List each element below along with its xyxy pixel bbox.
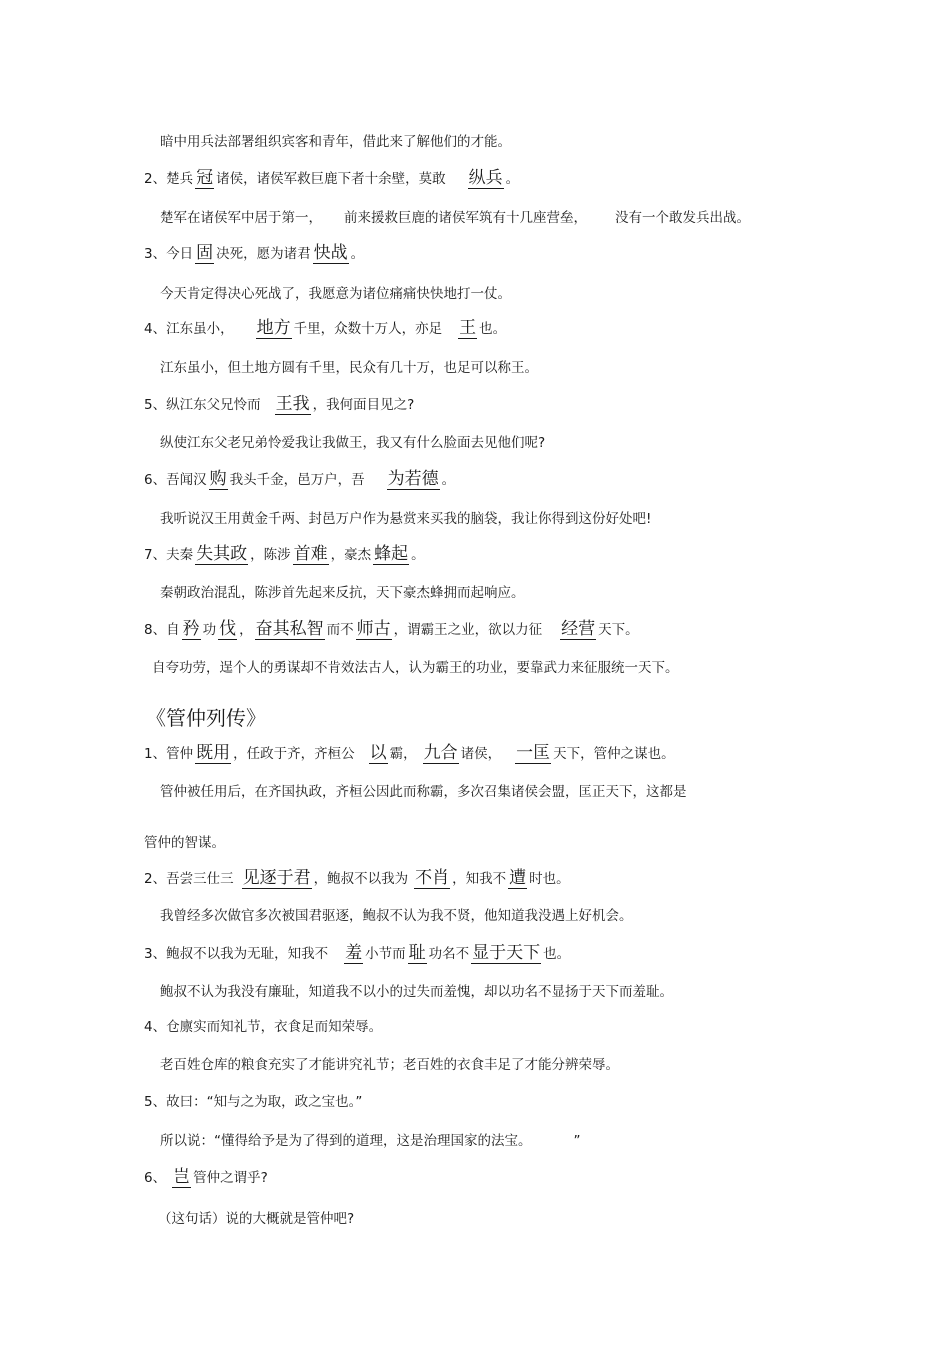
text-segment: 老百姓仓库的粮食充实了才能讲究礼节；老百姓的衣食丰足了才能分辨荣辱。 bbox=[160, 1057, 619, 1073]
text-segment: 3、鲍叔不以我为无耻，知我不 bbox=[144, 946, 329, 962]
text-line bbox=[160, 782, 687, 802]
underlined-term: 不肖 bbox=[415, 868, 450, 888]
text-segment: ，鲍叔不以我为 bbox=[313, 871, 409, 887]
underlined-term: 冠 bbox=[196, 168, 214, 188]
underlined-term: 矜 bbox=[182, 619, 200, 639]
text-segment: 我头千金，邑万户，吾 bbox=[229, 472, 365, 488]
text-segment: 也。 bbox=[543, 946, 571, 962]
text-segment: 没有一个敢发兵出战。 bbox=[615, 210, 750, 226]
text-segment: 4、江东虽小， bbox=[144, 321, 234, 337]
underlined-term: 购 bbox=[209, 469, 227, 489]
text-segment: ，任政于齐，齐桓公 bbox=[233, 746, 355, 762]
text-segment: 2、楚兵 bbox=[144, 171, 194, 187]
text-line bbox=[144, 469, 455, 490]
text-segment: 。 bbox=[505, 171, 520, 187]
text-segment: 8、自 bbox=[144, 622, 180, 638]
underlined-term: 九合 bbox=[423, 743, 458, 763]
underlined-term: 见逐于君 bbox=[242, 868, 311, 888]
text-segment: 6、 bbox=[144, 1170, 167, 1186]
underlined-term: 岂 bbox=[173, 1167, 191, 1187]
text-line bbox=[144, 1092, 362, 1112]
text-segment: 鲍叔不认为我没有廉耻，知道我不以小的过失而羞愧，却以功名不显扬于天下而羞耻。 bbox=[160, 984, 673, 1000]
text-segment: 决死，愿为诸君 bbox=[216, 246, 311, 262]
text-line bbox=[144, 619, 639, 640]
underlined-term: 为若德 bbox=[387, 469, 439, 489]
text-segment: 我曾经多次做官多次被国君驱逐，鲍叔不认为我不贤，他知道我没遇上好机会。 bbox=[160, 908, 633, 924]
underlined-term: 以 bbox=[369, 743, 387, 763]
text-segment: 3、今日 bbox=[144, 246, 194, 262]
text-segment: 6、吾闻汉 bbox=[144, 472, 207, 488]
text-line bbox=[144, 743, 675, 764]
text-line bbox=[158, 1209, 354, 1229]
text-segment: 功 bbox=[202, 622, 217, 638]
underlined-term: 奋其私智 bbox=[255, 619, 324, 639]
underlined-term: 首难 bbox=[293, 544, 328, 564]
text-line bbox=[144, 833, 225, 853]
text-line bbox=[144, 868, 570, 889]
text-line bbox=[160, 433, 545, 453]
text-segment: ，知我不 bbox=[452, 871, 507, 887]
text-line bbox=[160, 284, 511, 304]
underlined-term: 纵兵 bbox=[468, 168, 503, 188]
text-segment: 诸侯， bbox=[460, 746, 502, 762]
text-segment: 纵使江东父老兄弟怜爱我让我做王，我又有什么脸面去见他们呢? bbox=[160, 435, 546, 451]
text-segment: ” bbox=[573, 1133, 581, 1149]
text-segment: 我听说汉王用黄金千两、封邑万户作为悬赏来买我的脑袋，我让你得到这份好处吧! bbox=[160, 511, 652, 527]
text-line bbox=[144, 1017, 382, 1037]
text-segment: 而不 bbox=[326, 622, 354, 638]
text-line bbox=[144, 243, 364, 264]
text-line bbox=[144, 168, 519, 189]
underlined-term: 经营 bbox=[561, 619, 596, 639]
text-segment: 2、吾尝三仕三 bbox=[144, 871, 234, 887]
text-segment: 1、管仲 bbox=[144, 746, 194, 762]
underlined-term: 王 bbox=[459, 318, 477, 338]
text-segment: 楚军在诸侯军中居于第一， bbox=[160, 210, 322, 226]
text-line bbox=[160, 1055, 619, 1075]
text-segment: 。 bbox=[441, 472, 456, 488]
underlined-term: 固 bbox=[196, 243, 214, 263]
text-segment: 天下，管仲之谋也。 bbox=[553, 746, 675, 762]
text-segment: 秦朝政治混乱，陈涉首先起来反抗，天下豪杰蜂拥而起响应。 bbox=[160, 585, 525, 601]
text-segment: ， bbox=[239, 622, 253, 638]
text-segment: 自夸功劳，逞个人的勇谋却不肯效法古人，认为霸王的功业，要靠武力来征服统一天下。 bbox=[152, 660, 679, 676]
underlined-term: 遭 bbox=[509, 868, 527, 888]
text-line bbox=[160, 208, 750, 228]
text-line bbox=[160, 358, 538, 378]
text-segment: 管仲的智谋。 bbox=[144, 835, 225, 851]
text-line bbox=[160, 982, 673, 1002]
section-heading bbox=[146, 705, 266, 731]
text-segment: 霸， bbox=[389, 746, 417, 762]
underlined-term: 耻 bbox=[408, 943, 426, 963]
underlined-term: 失其政 bbox=[196, 544, 248, 564]
text-segment: 天下。 bbox=[598, 622, 639, 638]
text-line bbox=[160, 1131, 581, 1151]
text-segment: 江东虽小，但土地方圆有千里，民众有几十万，也足可以称王。 bbox=[160, 360, 538, 376]
text-segment: 4、仓廪实而知礼节，衣食足而知荣辱。 bbox=[144, 1019, 383, 1035]
text-segment: 诸侯，诸侯军救巨鹿下者十余壁，莫敢 bbox=[216, 171, 446, 187]
text-segment: 5、故曰：“知与之为取，政之宝也。” bbox=[144, 1094, 363, 1110]
text-line bbox=[160, 132, 511, 152]
underlined-term: 显于天下 bbox=[472, 943, 541, 963]
text-segment: 也。 bbox=[479, 321, 507, 337]
text-segment: 。 bbox=[350, 246, 365, 262]
underlined-term: 羞 bbox=[345, 943, 363, 963]
underlined-term: 快战 bbox=[313, 243, 348, 263]
text-line bbox=[144, 1167, 268, 1188]
text-segment: 前来援救巨鹿的诸侯军筑有十几座营垒， bbox=[344, 210, 587, 226]
text-segment: 小节而 bbox=[365, 946, 406, 962]
text-line bbox=[160, 583, 525, 603]
text-segment: 功名不 bbox=[428, 946, 470, 962]
text-segment: 5、纵江东父兄怜而 bbox=[144, 397, 261, 413]
text-line bbox=[152, 658, 679, 678]
underlined-term: 一匡 bbox=[516, 743, 551, 763]
text-line bbox=[144, 394, 414, 415]
underlined-term: 地方 bbox=[256, 318, 291, 338]
text-segment: ，豪杰 bbox=[330, 547, 372, 563]
text-segment: 暗中用兵法部署组织宾客和青年，借此来了解他们的才能。 bbox=[160, 134, 511, 150]
text-segment: 所以说：“懂得给予是为了得到的道理，这是治理国家的法宝。 bbox=[160, 1133, 532, 1149]
text-segment: 今天肯定得决心死战了，我愿意为诸位痛痛快快地打一仗。 bbox=[160, 286, 511, 302]
text-line bbox=[160, 509, 651, 529]
text-line bbox=[144, 544, 425, 565]
text-segment: ，陈涉 bbox=[250, 547, 291, 563]
text-line bbox=[144, 943, 570, 964]
underlined-term: 既用 bbox=[196, 743, 231, 763]
text-segment: 管仲被任用后，在齐国执政，齐桓公因此而称霸，多次召集诸侯会盟，匡正天下，这都是 bbox=[160, 784, 687, 800]
underlined-term: 蜂起 bbox=[374, 544, 409, 564]
text-line bbox=[144, 318, 506, 339]
text-segment: 千里，众数十万人，亦足 bbox=[293, 321, 443, 337]
text-segment: 管仲之谓乎? bbox=[193, 1170, 268, 1186]
text-line bbox=[160, 906, 633, 926]
text-segment: （这句话）说的大概就是管仲吧? bbox=[158, 1211, 355, 1227]
text-segment: ，谓霸王之业，欲以力征 bbox=[393, 622, 543, 638]
text-segment: 7、夫秦 bbox=[144, 547, 194, 563]
underlined-term: 师古 bbox=[356, 619, 391, 639]
text-segment: ，我何面目见之? bbox=[312, 397, 415, 413]
text-segment: 时也。 bbox=[529, 871, 570, 887]
text-segment: 《管仲列传》 bbox=[146, 706, 266, 730]
text-segment: 。 bbox=[411, 547, 425, 563]
underlined-term: 王我 bbox=[275, 394, 310, 414]
underlined-term: 伐 bbox=[219, 619, 237, 639]
